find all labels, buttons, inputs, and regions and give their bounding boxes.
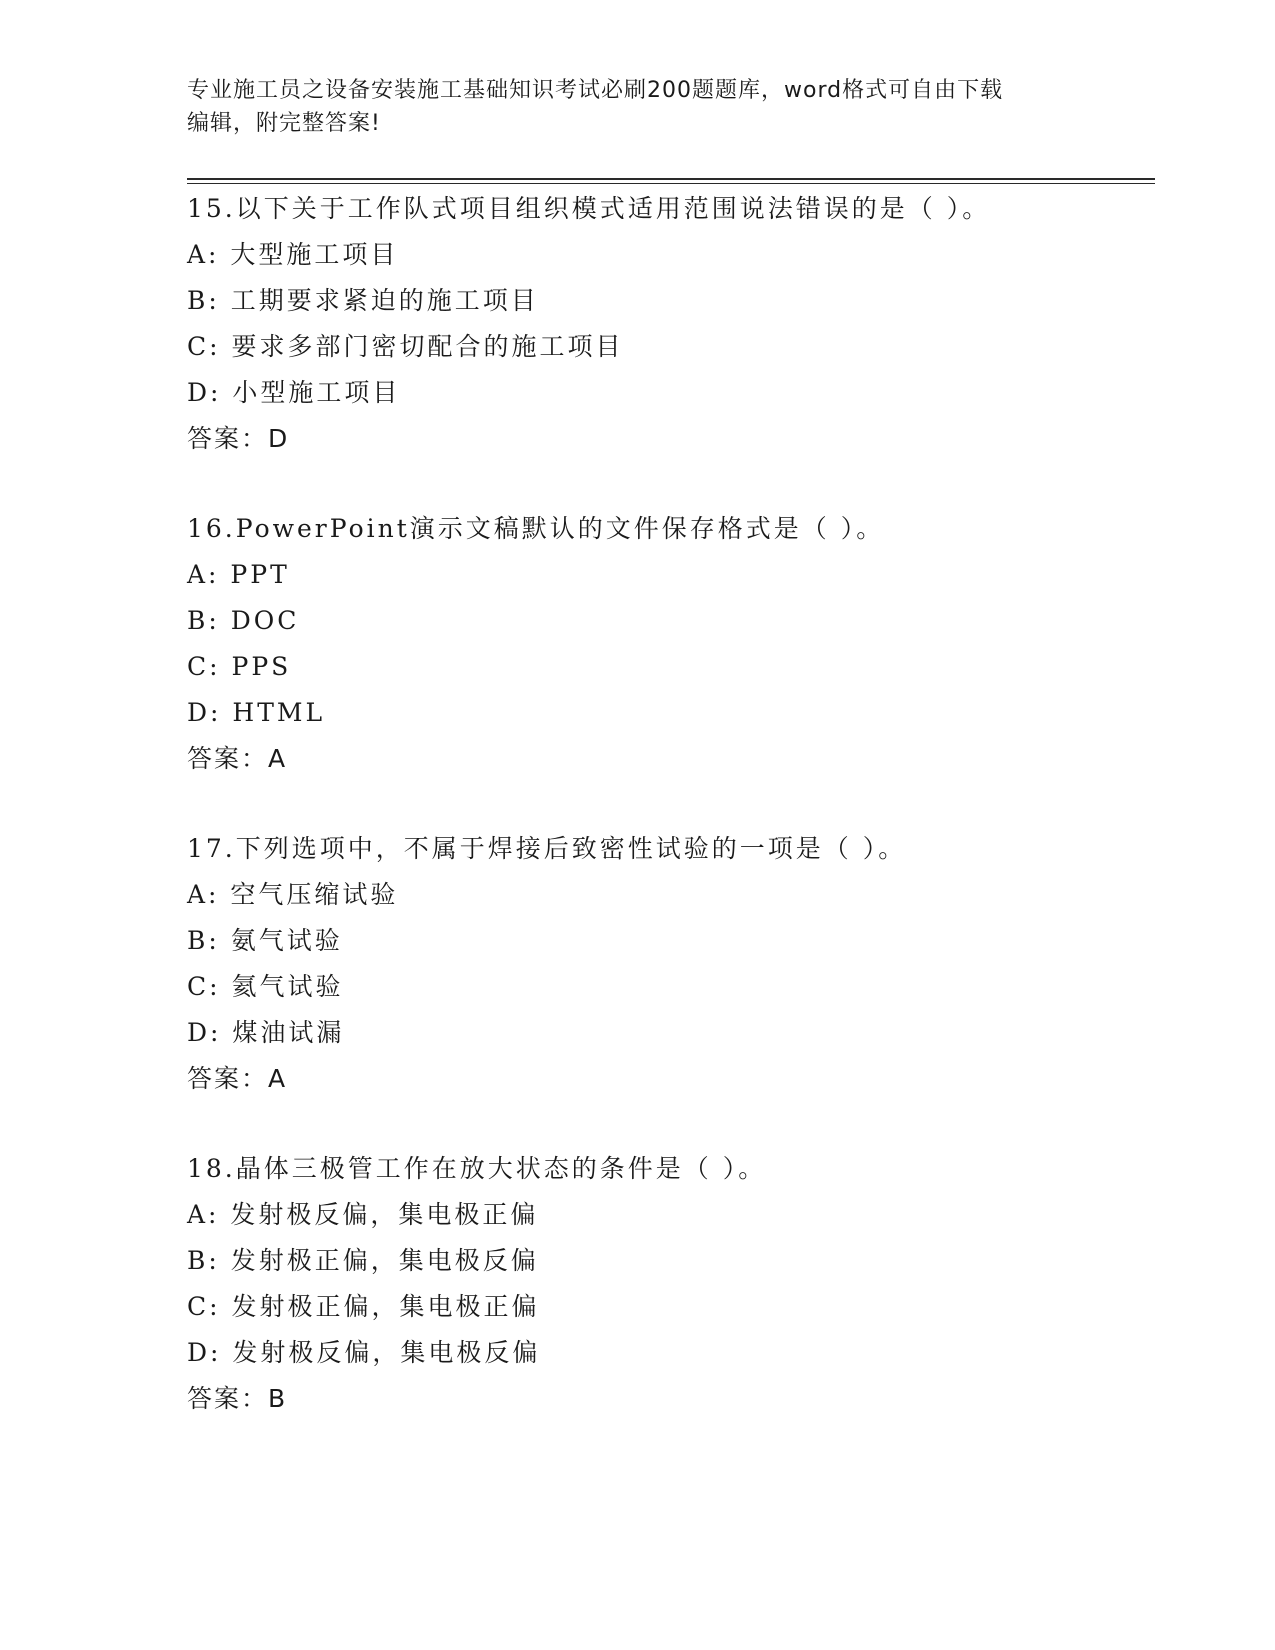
question-block (187, 826, 1147, 1102)
question-stem: 18.晶体三极管工作在放大状态的条件是（ ）。 (187, 1154, 767, 1183)
question-block (187, 506, 1147, 782)
answer-line: 答案：A (187, 1064, 288, 1093)
option-b: B: DOC (187, 606, 300, 635)
option-d: D: HTML (187, 698, 326, 727)
document-header (187, 74, 1087, 140)
option-d: D: 发射极反偏，集电极反偏 (187, 1338, 541, 1367)
answer-line: 答案：D (187, 424, 290, 453)
answer-line: 答案：A (187, 744, 288, 773)
option-a: A: 大型施工项目 (187, 240, 399, 269)
question-block (187, 1146, 1147, 1422)
option-c: C: 发射极正偏，集电极正偏 (187, 1292, 540, 1321)
question-stem: 15.以下关于工作队式项目组织模式适用范围说法错误的是（ ）。 (187, 194, 991, 223)
option-a: A: PPT (187, 560, 290, 589)
option-c: C: 氦气试验 (187, 972, 344, 1001)
option-d: D: 煤油试漏 (187, 1018, 345, 1047)
option-c: C: 要求多部门密切配合的施工项目 (187, 332, 624, 361)
header-divider-thin (187, 183, 1155, 184)
option-a: A: 空气压缩试验 (187, 880, 399, 909)
header-title-line-2: 编辑，附完整答案! (187, 111, 381, 136)
option-b: B: 工期要求紧迫的施工项目 (187, 286, 539, 315)
option-d: D: 小型施工项目 (187, 378, 401, 407)
header-title-line-1: 专业施工员之设备安装施工基础知识考试必刷200题题库，word格式可自由下载 (187, 78, 1004, 103)
option-a: A: 发射极反偏，集电极正偏 (187, 1200, 539, 1229)
answer-line: 答案：B (187, 1384, 288, 1413)
option-c: C: PPS (187, 652, 292, 681)
option-b: B: 氨气试验 (187, 926, 343, 955)
option-b: B: 发射极正偏，集电极反偏 (187, 1246, 539, 1275)
question-stem: 16.PowerPoint演示文稿默认的文件保存格式是（ ）。 (187, 514, 885, 543)
question-stem: 17.下列选项中，不属于焊接后致密性试验的一项是（ ）。 (187, 834, 907, 863)
question-block (187, 186, 1147, 462)
header-divider-thick (187, 178, 1155, 180)
